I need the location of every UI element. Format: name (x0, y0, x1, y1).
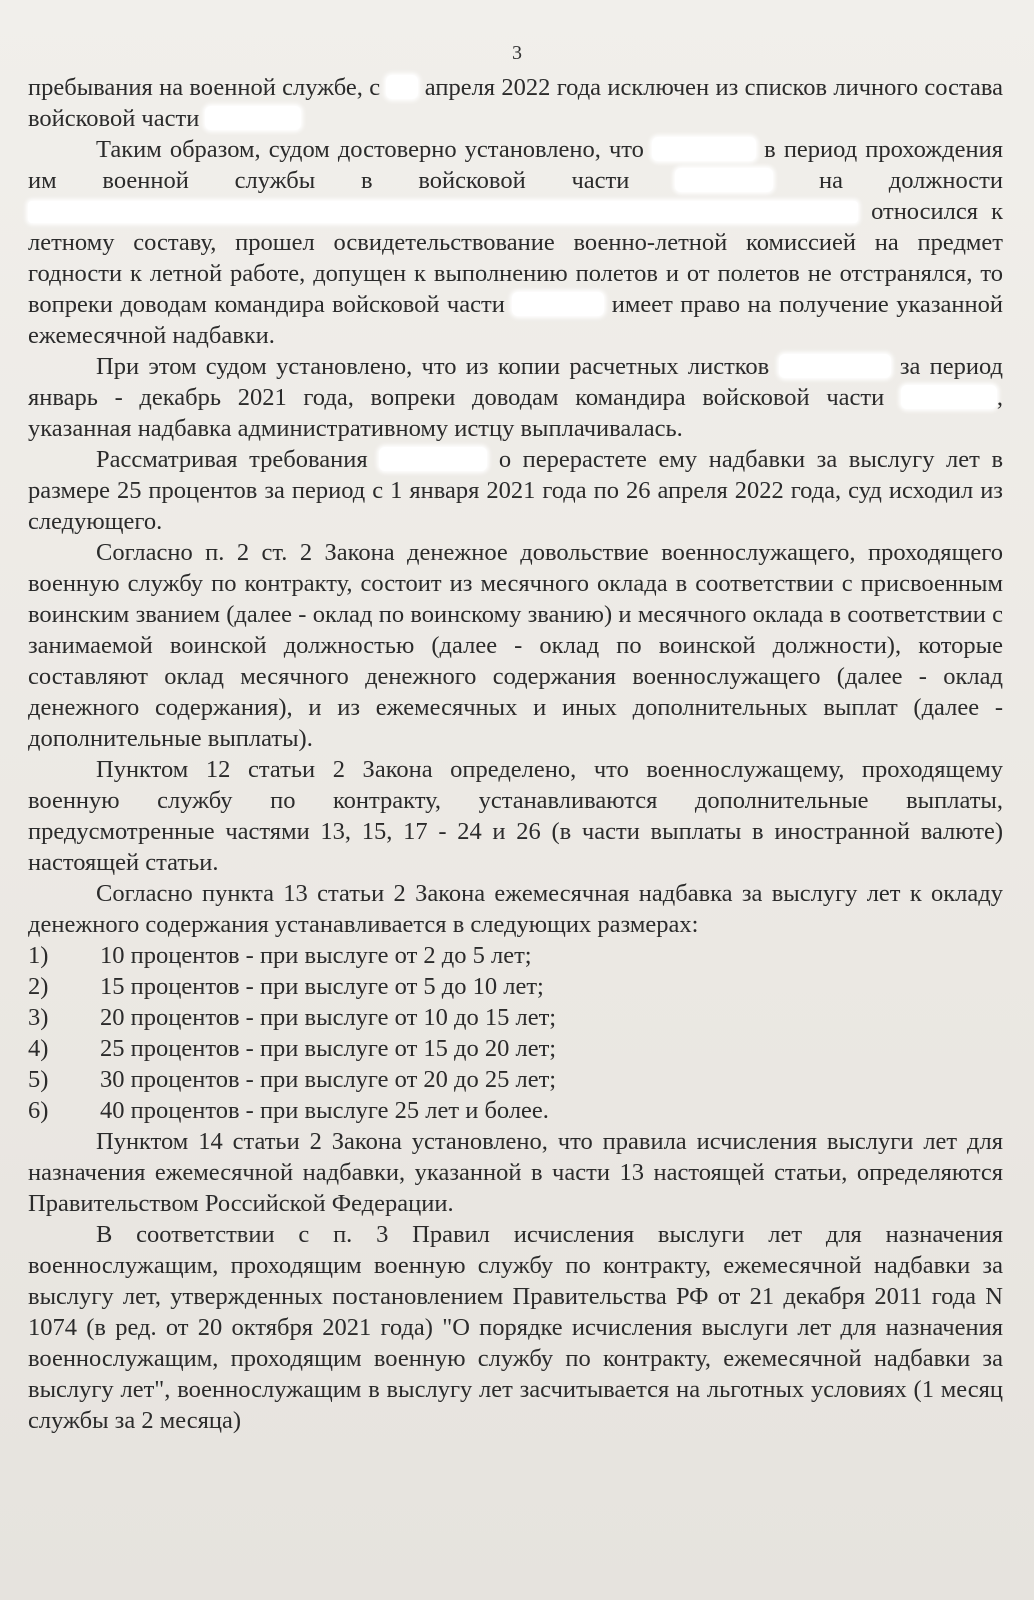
list-item: 3) 20 процентов - при выслуге от 10 до 15 лет; (28, 1004, 557, 1031)
paragraph-2: Таким образом, судом достоверно установлено, что в период прохождения им военной службы в войсковой части на должности относился к летному составу, прошел освидетельствование военно-летной комиссией на предмет годности к летной работе, допущен к выполнению полетов и от полетов не отстранялся, то вопреки доводам командира войсковой части имеет право на получение указанной ежемесячной надбавки. (28, 136, 1003, 349)
list-item: 4) 25 процентов - при выслуге от 15 до 20 лет; (28, 1035, 557, 1062)
redaction (28, 201, 858, 223)
paragraph-6: Пунктом 12 статьи 2 Закона определено, что военнослужащему, проходящему военную службу по контракту, устанавливаются дополнительные выплаты, предусмотренные частями 13, 15, 17 - 24 и 26 (в части выплаты в иностранной валюте) настоящей статьи. (28, 756, 1003, 876)
list-item: 2) 15 процентов - при выслуге от 5 до 10 лет; (28, 973, 544, 1000)
redaction (379, 447, 487, 471)
redaction (205, 106, 301, 130)
paragraph-8: Пунктом 14 статьи 2 Закона установлено, что правила исчисления выслуги лет для назначения ежемесячной надбавки, указанной в части 13 настоящей статьи, определяются Правительством Российской Федерации. (28, 1128, 1003, 1217)
list-item: 1) 10 процентов - при выслуге от 2 до 5 лет; (28, 942, 532, 969)
redaction (652, 137, 756, 161)
percentage-list (28, 940, 1003, 1126)
paragraph-9: В соответствии с п. 3 Правил исчисления выслуги лет для назначения военнослужащим, проходящим военную службу по контракту, ежемесячной надбавки за выслугу лет, утвержденных постановлением Правительства РФ от 21 декабря 2011 года N 1074 (в ред. от 20 октября 2021 года) "О порядке исчисления выслуги лет для назначения военнослужащим, проходящим военную службу по контракту, ежемесячной надбавки за выслугу лет", военнослужащим в выслугу лет засчитывается на льготных условиях (1 месяц службы за 2 месяца) (28, 1221, 1003, 1434)
paragraph-5: Согласно п. 2 ст. 2 Закона денежное довольствие военнослужащего, проходящего военную службу по контракту, состоит из месячного оклада в соответствии с присвоенным воинским званием (далее - оклад по воинскому званию) и месячного оклада в соответствии с занимаемой воинской должностью (далее - оклад по воинской должности), которые составляют оклад месячного денежного содержания военнослужащего (далее - оклад денежного содержания), и из ежемесячных и иных дополнительных выплат (далее - дополнительные выплаты). (28, 539, 1003, 752)
document-body (28, 72, 1003, 1436)
redaction (675, 168, 773, 192)
paragraph-1: пребывания на военной службе, с апреля 2022 года исключен из списков личного состава войсковой части (28, 74, 1004, 132)
redaction (386, 75, 418, 99)
redaction (512, 292, 604, 316)
list-item: 6) 40 процентов - при выслуге 25 лет и более. (28, 1097, 549, 1124)
paragraph-7: Согласно пункта 13 статьи 2 Закона ежемесячная надбавка за выслугу лет к окладу денежного содержания устанавливается в следующих размерах: (28, 880, 1003, 938)
redaction (779, 354, 891, 378)
list-item: 5) 30 процентов - при выслуге от 20 до 25 лет; (28, 1066, 557, 1093)
paragraph-3: При этом судом установлено, что из копии расчетных листков за период январь - декабрь 2021 года, вопреки доводам командира войсковой части , указанная надбавка административному истцу выплачивалась. (28, 353, 1004, 442)
page-number: 3 (512, 42, 522, 64)
paragraph-4: Рассматривая требования о перерастете ему надбавки за выслугу лет в размере 25 процентов за период с 1 января 2021 года по 26 апреля 2022 года, суд исходил из следующего. (28, 446, 1004, 535)
redaction (901, 385, 997, 409)
